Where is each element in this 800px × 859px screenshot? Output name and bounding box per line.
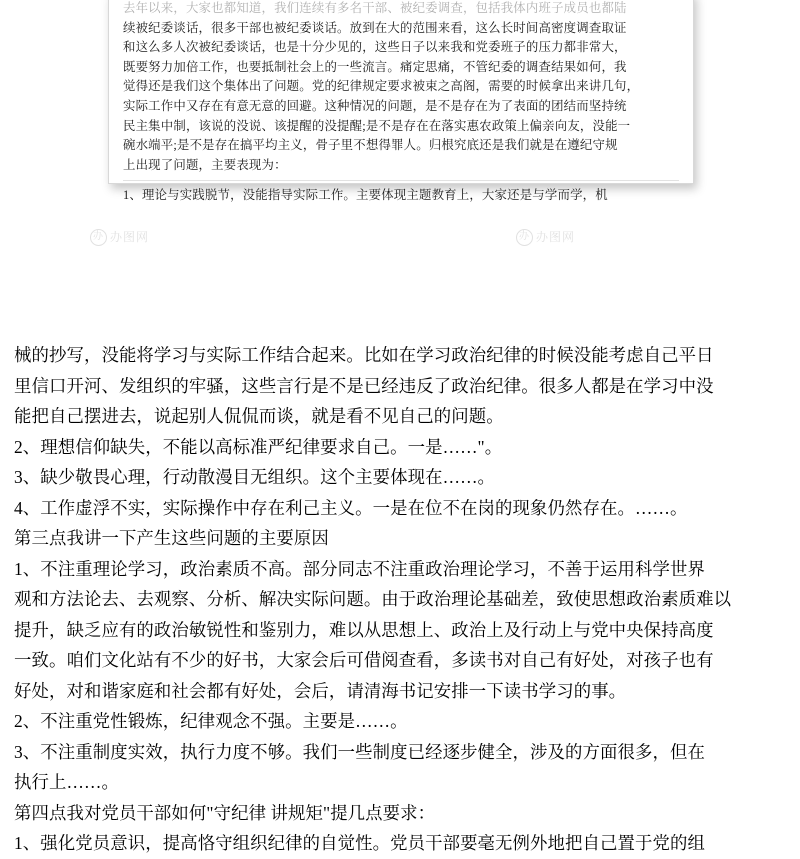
document-body: [14, 340, 786, 859]
quote-line: 上出现了问题，主要表现为：: [123, 157, 287, 172]
watermark-label: 办图网: [536, 230, 576, 244]
quote-line: 既要努力加倍工作，也要抵制社会上的一些流言。痛定思痛，不管纪委的调查结果如何，我: [123, 59, 627, 74]
body-heading: 第四点我对党员干部如何"守纪律 讲规矩"提几点要求：: [14, 802, 436, 823]
watermark-left: [90, 228, 149, 246]
body-heading: 第三点我讲一下产生这些问题的主要原因: [14, 528, 329, 548]
body-line: 一致。咱们文化站有不少的好书，大家会后可借阅查看，多读书对自己有好处，对孩子也有: [14, 650, 714, 670]
scanned-quote-image: [108, 0, 694, 203]
watermark-icon: 办: [516, 229, 533, 246]
quote-faded-line: 去年以来，大家也都知道，我们连续有多名干部、被纪委调查，包括我体内班子成员也都陆: [123, 1, 627, 15]
body-line: 1、不注重理论学习，政治素质不高。部分同志不注重政治理论学习，不善于运用科学世界: [14, 558, 705, 579]
quote-line: 觉得还是我们这个集体出了问题。党的纪律规定要求被束之高阁，需要的时候拿出来讲几句，: [123, 79, 640, 94]
watermark-label: 办图网: [110, 230, 150, 244]
divider: [123, 180, 679, 181]
body-line: 2、不注重党性锻炼，纪律观念不强。主要是……。: [14, 711, 408, 731]
body-line: 3、缺少敬畏心理，行动散漫目无组织。这个主要体现在……。: [14, 467, 496, 487]
body-line: 观和方法论去、去观察、分析、解决实际问题。由于政治理论基础差，致使思想政治素质难以: [14, 589, 732, 609]
body-line: 4、工作虚浮不实，实际操作中存在利己主义。一是在位不在岗的现象仍然存在。……。: [14, 497, 688, 518]
body-line: 械的抄写，没能将学习与实际工作结合起来。比如在学习政治纪律的时候没能考虑自己平日: [14, 345, 714, 365]
scanned-quote-text: [109, 0, 693, 214]
body-line: 2、理想信仰缺失，不能以高标准严纪律要求自己。一是……"。: [14, 436, 503, 457]
quote-line: 实际工作中又存在有意无意的回避。这种情况的问题，是不是存在为了表面的团结而坚持统: [123, 98, 627, 113]
watermark-icon: 办: [90, 229, 107, 246]
body-line: 里信口开河、发组织的牢骚，这些言行是不是已经违反了政治纪律。很多人都是在学习中没: [14, 375, 714, 396]
body-line: 能把自己摆进去，说起别人侃侃而谈，就是看不见自己的问题。: [14, 406, 504, 426]
quote-line: 民主集中制，该说的没说、该提醒的没提醒;是不是存在在落实惠农政策上偏亲向友，没能一: [123, 118, 631, 133]
body-line: 1、强化党员意识，提高恪守组织纪律的自觉性。党员干部要毫无例外地把自己置于党的组: [14, 833, 705, 853]
body-line: 好处，对和谐家庭和社会都有好处，会后，请清海书记安排一下读书学习的事。: [14, 680, 627, 701]
quote-line: 和这么多人次被纪委谈话，也是十分少见的，这些日子以来我和党委班子的压力都非常大，: [123, 40, 627, 55]
body-line: 执行上……。: [14, 772, 119, 792]
body-line: 提升，缺乏应有的政治敏锐性和鉴别力，难以从思想上、政治上及行动上与党中央保持高度: [14, 619, 714, 640]
body-line: 3、不注重制度实效，执行力度不够。我们一些制度已经逐步健全，涉及的方面很多，但在: [14, 741, 705, 762]
quote-last-line: 1、理论与实践脱节，没能指导实际工作。主要体现主题教育上，大家还是与学而学，机: [123, 188, 608, 203]
watermark-right: [516, 228, 575, 246]
quote-line: 碗水端平;是不是存在搞平均主义，骨子里不想得罪人。归根究底还是我们就是在遵纪守规: [123, 138, 618, 153]
quote-line: 续被纪委谈话，很多干部也被纪委谈话。放到在大的范围来看，这么长时间高密度调查取证: [123, 20, 627, 35]
